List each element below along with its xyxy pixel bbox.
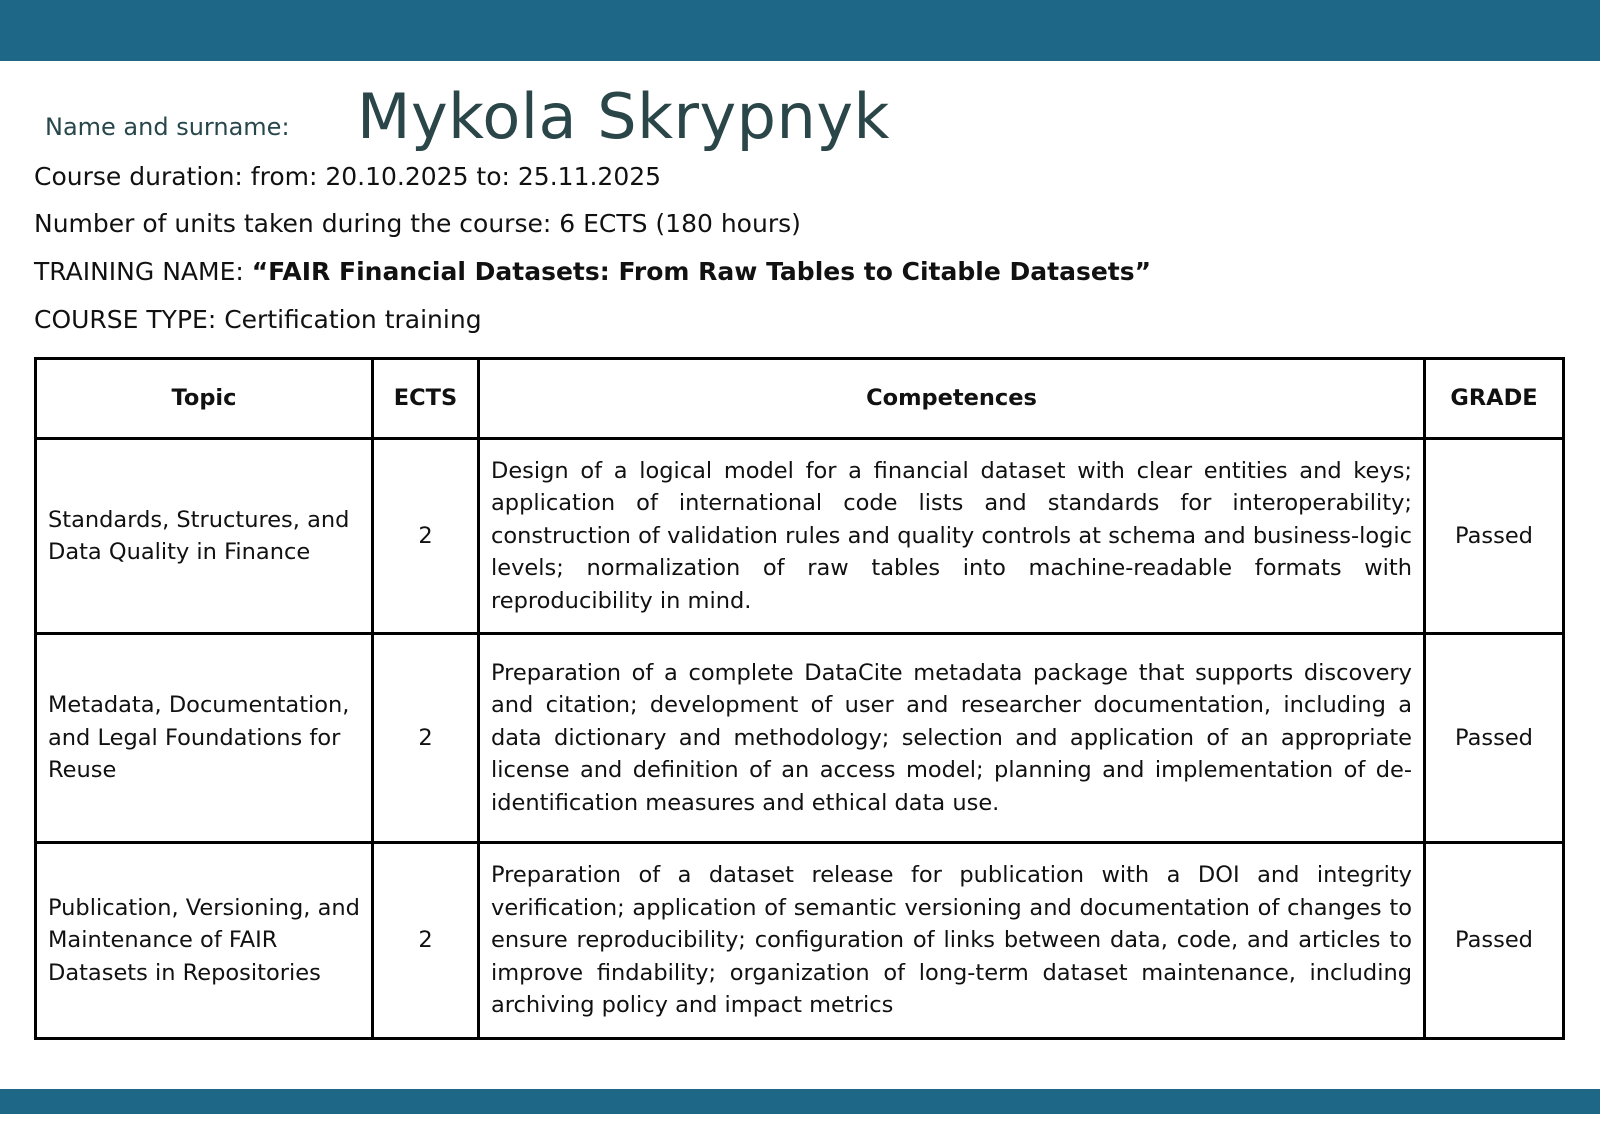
ects-cell: 2 bbox=[373, 843, 479, 1039]
competences-cell: Preparation of a dataset release for publication with a DOI and integrity verification; application of semantic versioning and documentation of changes to ensure reproducibility; configuration of links between data, code, and articles to improve findability; organization of long-term dataset maintenance, including archiving policy and impact metrics bbox=[479, 843, 1425, 1039]
competences-table bbox=[34, 357, 1565, 1040]
competences-cell: Design of a logical model for a financial dataset with clear entities and keys; application of international code lists and standards for interoperability; construction of validation rules and quality controls at schema and business-logic levels; normalization of raw tables into machine-readable formats with reproducibility in mind. bbox=[479, 439, 1425, 634]
grade-cell: Passed bbox=[1425, 634, 1564, 843]
table-row bbox=[36, 634, 1564, 843]
table-row bbox=[36, 439, 1564, 634]
header-topic: Topic bbox=[36, 359, 373, 439]
table-row bbox=[36, 843, 1564, 1039]
training-name bbox=[34, 257, 1151, 286]
units-taken: Number of units taken during the course: 6 ECTS (180 hours) bbox=[34, 209, 801, 238]
grade-cell: Passed bbox=[1425, 843, 1564, 1039]
name-label: Name and surname: bbox=[45, 113, 290, 141]
table-header-row bbox=[36, 359, 1564, 439]
topic-cell: Metadata, Documentation, and Legal Foundations for Reuse bbox=[36, 634, 373, 843]
header-competences: Competences bbox=[479, 359, 1425, 439]
training-name-prefix: TRAINING NAME: bbox=[34, 257, 252, 286]
topic-cell: Standards, Structures, and Data Quality in Finance bbox=[36, 439, 373, 634]
ects-cell: 2 bbox=[373, 634, 479, 843]
header-ects: ECTS bbox=[373, 359, 479, 439]
course-duration: Course duration: from: 20.10.2025 to: 25.11.2025 bbox=[34, 162, 662, 191]
competences-cell: Preparation of a complete DataCite metadata package that supports discovery and citation; development of user and researcher documentation, including a data dictionary and methodology; selection and application of an appropriate license and definition of an access model; planning and implementation of de-identification measures and ethical data use. bbox=[479, 634, 1425, 843]
course-type: COURSE TYPE: Certification training bbox=[34, 305, 482, 334]
ects-cell: 2 bbox=[373, 439, 479, 634]
topic-cell: Publication, Versioning, and Maintenance of FAIR Datasets in Repositories bbox=[36, 843, 373, 1039]
header-grade: GRADE bbox=[1425, 359, 1564, 439]
bottom-band bbox=[0, 1089, 1600, 1114]
top-band bbox=[0, 0, 1600, 61]
training-name-value: “FAIR Financial Datasets: From Raw Tables to Citable Datasets” bbox=[251, 257, 1152, 286]
recipient-name: Mykola Skrypnyk bbox=[357, 80, 890, 153]
grade-cell: Passed bbox=[1425, 439, 1564, 634]
